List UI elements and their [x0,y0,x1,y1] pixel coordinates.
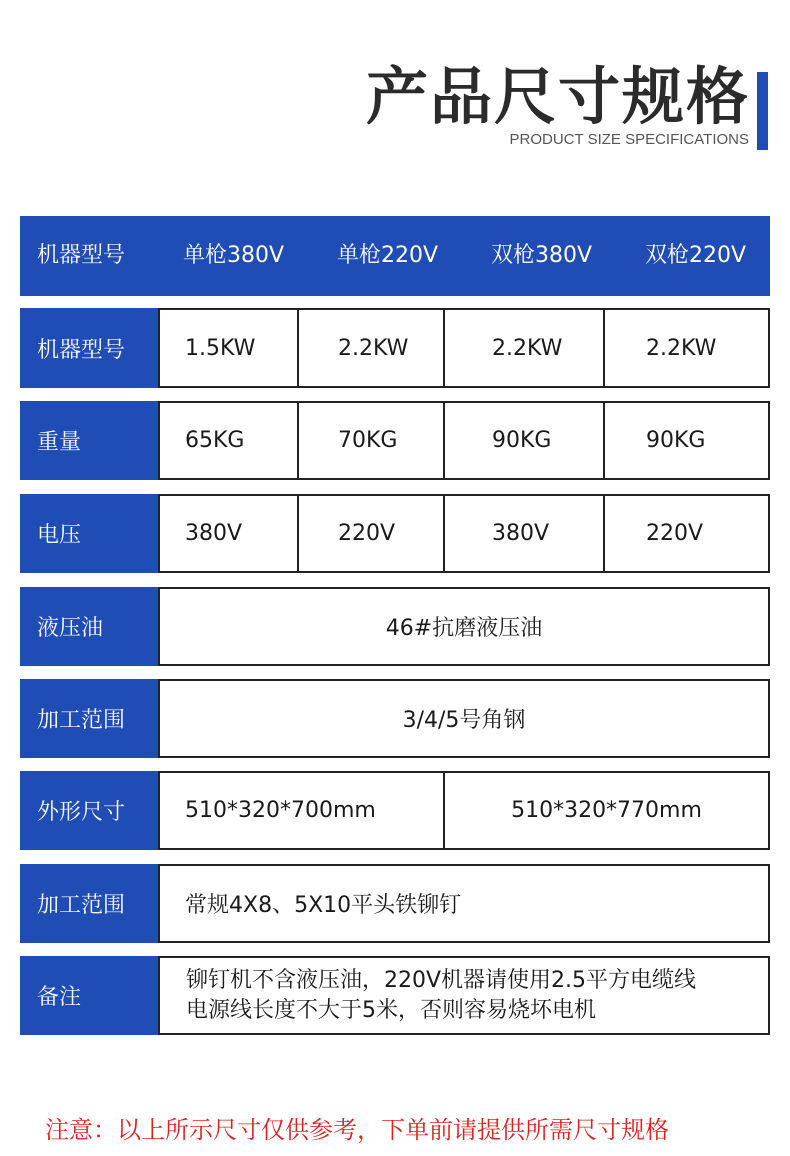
row-label: 备注 [20,956,158,1035]
notes-line: 电源线长度不大于5米，否则容易烧坏电机 [186,997,596,1023]
notes-line: 铆钉机不含液压油，220V机器请使用2.5平方电缆线 [186,967,697,993]
table-cell: 常规4X8、5X10平头铁铆钉 [185,893,462,918]
row-body [158,679,770,758]
table-cell: 220V [338,521,396,546]
table-cell: 2.2KW [646,335,717,361]
table-cell: 380V [492,521,550,546]
row-label: 液压油 [20,587,158,666]
table-cell: 3/4/5号角钢 [402,708,526,733]
row-label: 外形尺寸 [20,771,158,850]
table-cell: 70KG [338,428,398,453]
table-cell: 1.5KW [185,335,256,361]
row-label: 加工范围 [20,679,158,758]
spec-row-range [20,679,770,758]
table-cell: 65KG [185,428,245,453]
row-label: 加工范围 [20,864,158,943]
table-cell: 510*320*700mm [185,798,376,823]
row-body [158,864,770,943]
table-cell: 220V [646,521,704,546]
spec-row-voltage [20,494,770,573]
spec-row-power [20,308,770,388]
page-subtitle: PRODUCT SIZE SPECIFICATIONS [509,131,749,148]
row-body [158,587,770,666]
table-cell: 90KG [646,428,706,453]
header-cell: 双枪220V [645,243,747,268]
row-body [158,401,770,480]
header-cell: 单枪220V [337,243,439,268]
spec-table-header [20,216,770,296]
spec-row-range-rivets [20,864,770,943]
table-cell: 90KG [492,428,552,453]
row-body [158,771,770,850]
table-cell: 380V [185,521,243,546]
table-cell: 46#抗磨液压油 [385,616,543,641]
row-label: 机器型号 [20,308,158,388]
row-label: 电压 [20,494,158,573]
disclaimer-note: 注意：以上所示尺寸仅供参考，下单前请提供所需尺寸规格 [45,1116,669,1144]
table-cell: 2.2KW [492,335,563,361]
page-title: 产品尺寸规格 [365,60,750,133]
header-cell: 单枪380V [183,243,285,268]
spec-row-notes [20,956,770,1035]
spec-row-oil [20,587,770,666]
table-cell: 2.2KW [338,335,409,361]
title-accent-bar [757,72,768,150]
table-cell: 510*320*770mm [511,798,702,823]
row-label: 重量 [20,401,158,480]
spec-row-weight [20,401,770,480]
row-body [158,494,770,573]
header-cell: 双枪380V [491,243,593,268]
row-body [158,956,770,1035]
row-body [158,308,770,388]
header-cell: 机器型号 [37,243,126,268]
spec-row-size [20,771,770,850]
